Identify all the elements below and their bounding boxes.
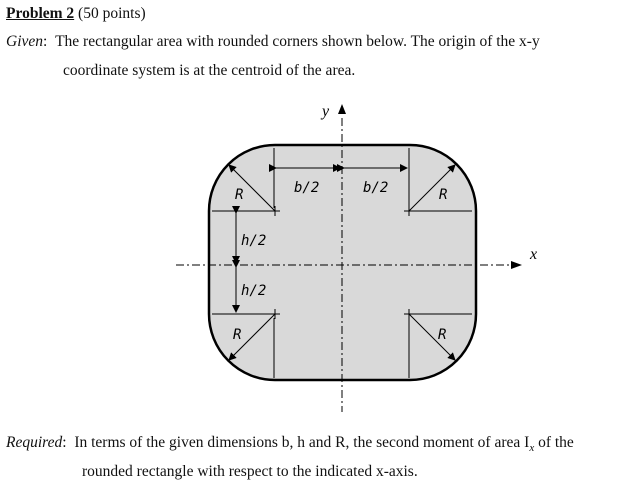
dim-b-left-label: b/2 xyxy=(294,180,320,196)
problem-points: (50 points) xyxy=(78,5,146,22)
dim-h-top-label: h/2 xyxy=(241,233,267,249)
dim-b-right-label: b/2 xyxy=(363,180,389,196)
axis-x-label: x xyxy=(530,246,538,263)
required-subscript: x xyxy=(529,442,535,455)
required-text-1-end: of the xyxy=(534,434,574,451)
y-axis-arrow xyxy=(338,104,346,114)
given-label: Given xyxy=(6,33,44,50)
problem-label: Problem 2 xyxy=(6,5,75,22)
radius-label-top-left: R xyxy=(235,187,244,203)
dim-h-bottom-label: h/2 xyxy=(241,283,267,299)
required-label: Required xyxy=(6,434,63,451)
required-line-2: rounded rectangle with respect to the indicated x-axis. xyxy=(82,463,418,480)
radius-label-bottom-left: R xyxy=(233,327,242,343)
required-line-1: Required: In terms of the given dimensions b, h and R, the second moment of area $I_x$ of the xyxy=(6,434,574,455)
radius-label-top-right: R xyxy=(439,187,448,203)
radius-label-bottom-right: R xyxy=(438,327,447,343)
given-text-1: The rectangular area with rounded corners shown below. The origin of the x-y xyxy=(55,33,540,50)
required-text-1: In terms of the given dimensions b, h and R, the second moment of area I xyxy=(74,434,530,451)
given-line-1: Given: The rectangular area with rounded corners shown below. The origin of the x-y xyxy=(6,33,540,50)
x-axis-arrow xyxy=(511,261,522,269)
axis-y-label: y xyxy=(322,103,330,120)
given-line-2: coordinate system is at the centroid of the area. xyxy=(63,62,356,79)
